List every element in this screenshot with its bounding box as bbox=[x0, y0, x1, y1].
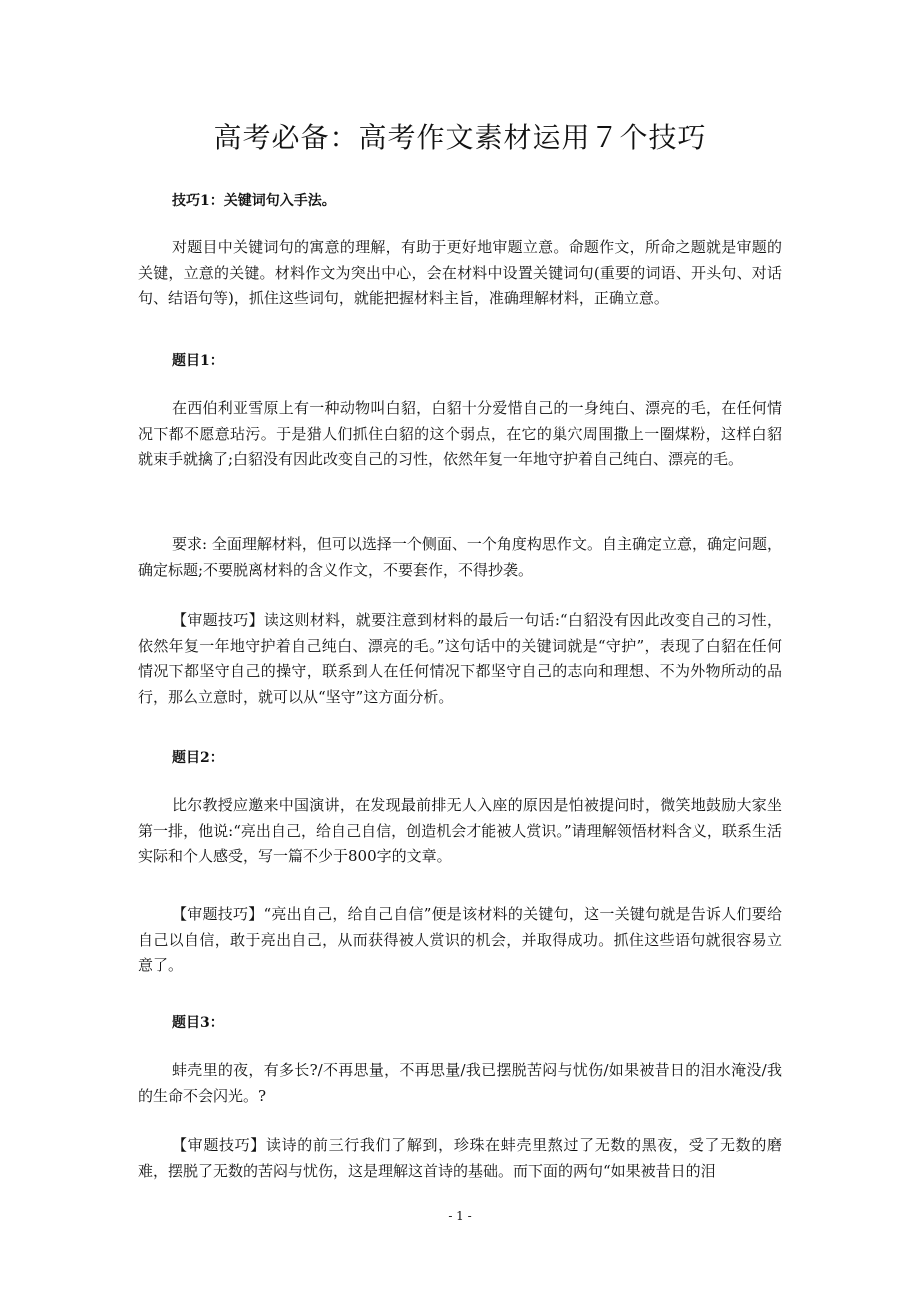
question-heading-3: 题目3： bbox=[172, 1015, 224, 1031]
paragraph-question-2-material: 比尔教授应邀来中国演讲，在发现最前排无人入座的原因是怕被提问时，微笑地鼓励大家坐第一排，他说:“亮出自己，给自己自信，创造机会才能被人赏识。”请理解领悟材料含义，联系生活实际和个人感受，写一篇不少于800字的文章。 bbox=[138, 796, 782, 865]
page-title: 高考必备：高考作文素材运用７个技巧 bbox=[213, 121, 707, 154]
paragraph-question-1-requirement: 要求: 全面理解材料，但可以选择一个侧面、一个角度构思作文。自主确定立意，确定问题，确定标题;不要脱离材料的含义作文，不要套作，不得抄袭。 bbox=[138, 535, 782, 579]
page-number: - 1 - bbox=[448, 1209, 472, 1223]
paragraph-question-1-analysis: 【审题技巧】读这则材料，就要注意到材料的最后一句话:“白貂没有因此改变自己的习性，依然年复一年地守护着自己纯白、漂亮的毛。”这句话中的关键词就是“守护”，表现了白貂在任何情况下都坚守自己的操守，联系到人在任何情况下都坚守自己的志向和理想、不为外物所动的品行，那么立意时，就可以从“坚守”这方面分析。 bbox=[138, 611, 782, 706]
paragraph-question-3-poem: 蚌壳里的夜，有多长?/不再思量，不再思量/我已摆脱苦闷与忧伤/如果被昔日的泪水淹没/我的生命不会闪光。? bbox=[138, 1061, 782, 1105]
paragraph-tip-1-explanation: 对题目中关键词句的寓意的理解，有助于更好地审题立意。命题作文，所命之题就是审题的关键，立意的关键。材料作文为突出中心，会在材料中设置关键词句(重要的词语、开头句、对话句、结语句等)，抓住这些词句，就能把握材料主旨，准确理解材料，正确立意。 bbox=[138, 238, 782, 307]
section-heading-tip-1: 技巧1：关键词句入手法。 bbox=[172, 193, 336, 209]
paragraph-question-3-analysis: 【审题技巧】读诗的前三行我们了解到，珍珠在蚌壳里熬过了无数的黑夜，受了无数的磨难，摆脱了无数的苦闷与忧伤，这是理解这首诗的基础。而下面的两句“如果被昔日的泪 bbox=[138, 1136, 782, 1180]
paragraph-question-2-analysis: 【审题技巧】“亮出自己，给自己自信”便是该材料的关键句，这一关键句就是告诉人们要给自己以自信，敢于亮出自己，从而获得被人赏识的机会，并取得成功。抓住这些语句就很容易立意了。 bbox=[138, 905, 782, 974]
question-heading-2: 题目2： bbox=[172, 750, 224, 766]
question-heading-1: 题目1： bbox=[172, 353, 224, 369]
paragraph-question-1-material: 在西伯利亚雪原上有一种动物叫白貂，白貂十分爱惜自己的一身纯白、漂亮的毛，在任何情况下都不愿意玷污。于是猎人们抓住白貂的这个弱点，在它的巢穴周围撒上一圈煤粉，这样白貂就束手就擒了;白貂没有因此改变自己的习性，依然年复一年地守护着自己纯白、漂亮的毛。 bbox=[138, 399, 782, 468]
